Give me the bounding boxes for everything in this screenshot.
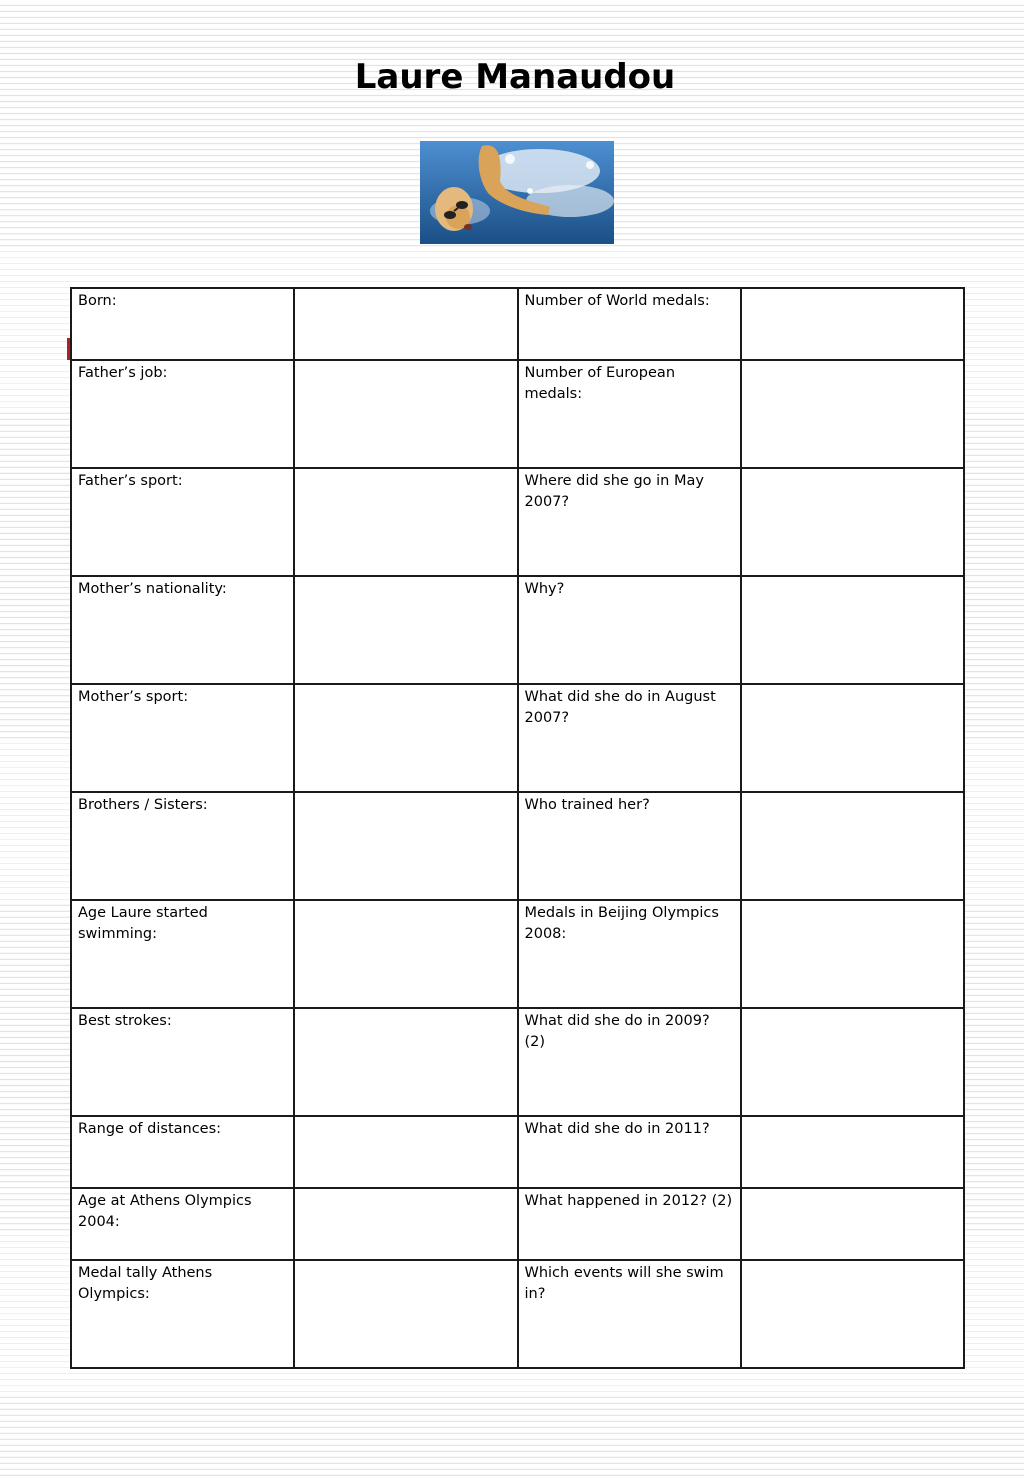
question-label: Number of World medals: <box>518 288 741 360</box>
question-label: Why? <box>518 576 741 684</box>
swimmer-photo <box>420 141 614 244</box>
worksheet-row <box>71 1188 964 1260</box>
answer-cell[interactable] <box>294 288 517 360</box>
question-label: Brothers / Sisters: <box>71 792 294 900</box>
question-label: Father’s job: <box>71 360 294 468</box>
question-label: Mother’s sport: <box>71 684 294 792</box>
answer-cell[interactable] <box>741 360 964 468</box>
answer-cell[interactable] <box>741 1008 964 1116</box>
question-label: Age at Athens Olympics 2004: <box>71 1188 294 1260</box>
answer-cell[interactable] <box>741 1116 964 1188</box>
answer-cell[interactable] <box>741 288 964 360</box>
answer-cell[interactable] <box>294 576 517 684</box>
answer-cell[interactable] <box>294 900 517 1008</box>
worksheet-row <box>71 1008 964 1116</box>
page-title: Laure Manaudou <box>354 57 676 97</box>
worksheet-row <box>71 1116 964 1188</box>
question-label: What did she do in 2009? (2) <box>518 1008 741 1116</box>
worksheet-row <box>71 576 964 684</box>
question-label: Father’s sport: <box>71 468 294 576</box>
question-label: What happened in 2012? (2) <box>518 1188 741 1260</box>
worksheet-row <box>71 468 964 576</box>
question-label: Medal tally Athens Olympics: <box>71 1260 294 1368</box>
question-label: Mother’s nationality: <box>71 576 294 684</box>
answer-cell[interactable] <box>741 576 964 684</box>
worksheet-row <box>71 900 964 1008</box>
answer-cell[interactable] <box>294 360 517 468</box>
question-label: Which events will she swim in? <box>518 1260 741 1368</box>
question-label: Best strokes: <box>71 1008 294 1116</box>
answer-cell[interactable] <box>741 1260 964 1368</box>
worksheet-row <box>71 360 964 468</box>
answer-cell[interactable] <box>741 684 964 792</box>
answer-cell[interactable] <box>741 468 964 576</box>
question-label: Medals in Beijing Olympics 2008: <box>518 900 741 1008</box>
answer-cell[interactable] <box>294 1008 517 1116</box>
answer-cell[interactable] <box>294 792 517 900</box>
worksheet-row <box>71 792 964 900</box>
question-label: Where did she go in May 2007? <box>518 468 741 576</box>
answer-cell[interactable] <box>294 1188 517 1260</box>
answer-cell[interactable] <box>294 684 517 792</box>
answer-cell[interactable] <box>741 900 964 1008</box>
question-label: Who trained her? <box>518 792 741 900</box>
question-label: Number of European medals: <box>518 360 741 468</box>
question-label: What did she do in 2011? <box>518 1116 741 1188</box>
question-label: Age Laure started swimming: <box>71 900 294 1008</box>
answer-cell[interactable] <box>294 1260 517 1368</box>
answer-cell[interactable] <box>741 792 964 900</box>
worksheet-row <box>71 288 964 360</box>
answer-cell[interactable] <box>294 1116 517 1188</box>
answer-cell[interactable] <box>294 468 517 576</box>
answer-cell[interactable] <box>741 1188 964 1260</box>
question-label: What did she do in August 2007? <box>518 684 741 792</box>
question-label: Range of distances: <box>71 1116 294 1188</box>
worksheet-row <box>71 1260 964 1368</box>
question-label: Born: <box>71 288 294 360</box>
worksheet-row <box>71 684 964 792</box>
worksheet-table <box>70 287 965 1369</box>
